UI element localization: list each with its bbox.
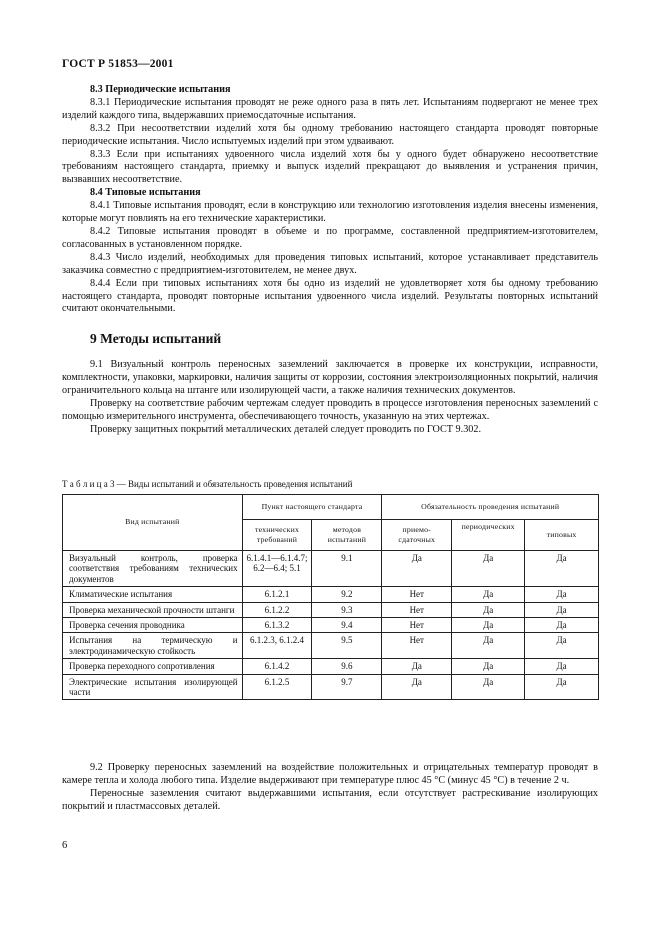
cell-periodic: Да	[452, 551, 525, 587]
cell-typical: Да	[525, 551, 599, 587]
cell-periodic: Да	[452, 602, 525, 617]
cell-acceptance: Нет	[382, 633, 452, 659]
cell-test-name: Проверка переходного сопротивления	[63, 659, 243, 674]
cell-acceptance: Да	[382, 659, 452, 674]
section-8-3-title: 8.3 Периодические испытания	[90, 84, 231, 95]
table-row	[63, 618, 599, 633]
cell-periodic: Да	[452, 674, 525, 700]
cell-method: 9.1	[312, 551, 382, 587]
cell-tech-req: 6.1.2.1	[242, 587, 312, 602]
cell-test-name: Проверка сечения проводника	[63, 618, 243, 633]
section-9-2	[62, 762, 598, 814]
cell-tech-req: 6.1.4.1—6.1.4.7; 6.2—6.4; 5.1	[242, 551, 312, 587]
cell-method: 9.3	[312, 602, 382, 617]
cell-acceptance: Нет	[382, 587, 452, 602]
page-number: 6	[62, 840, 68, 851]
cell-acceptance: Нет	[382, 602, 452, 617]
cell-tech-req: 6.1.2.2	[242, 602, 312, 617]
cell-typical: Да	[525, 602, 599, 617]
cell-periodic: Да	[452, 618, 525, 633]
cell-typical: Да	[525, 618, 599, 633]
cell-tech-req: 6.1.2.3, 6.1.2.4	[242, 633, 312, 659]
section-9-body	[62, 359, 598, 436]
cell-method: 9.7	[312, 674, 382, 700]
cell-acceptance: Да	[382, 674, 452, 700]
cell-periodic: Да	[452, 587, 525, 602]
cell-tech-req: 6.1.3.2	[242, 618, 312, 633]
cell-typical: Да	[525, 633, 599, 659]
table-row	[63, 602, 599, 617]
cell-tech-req: 6.1.4.2	[242, 659, 312, 674]
header-methods: методов испытаний	[312, 520, 382, 551]
cell-typical: Да	[525, 659, 599, 674]
header-obligation: Обязательность проведения испытаний	[382, 495, 599, 520]
paragraph-9-1-drawings: Проверку на соответствие рабочим чертежам следует проводить в процессе изготовления переносных заземлений с помощью измерительного инструмента, обеспечивающего точность, указанную на этих чертежах.	[62, 397, 598, 422]
paragraph-8-4-4: 8.4.4 Если при типовых испытаниях хотя бы одно из изделий не удовлетворяет хотя бы одному требованию настоящего стандарта, проводят повторные испытания удвоенного числа изделий. Результаты повторных испытаний считают окончательными.	[62, 277, 598, 315]
paragraph-8-4-1: 8.4.1 Типовые испытания проводят, если в конструкцию или технологию изготовления изделия внесены изменения, которые могут повлиять на его технические характеристики.	[62, 200, 598, 225]
table-row	[63, 674, 599, 700]
table-caption: Т а б л и ц а 3 — Виды испытаний и обязательность проведения испытаний	[62, 479, 353, 489]
header-acceptance: приемо-сдаточных	[382, 520, 452, 551]
header-tech-req: технических требований	[242, 520, 312, 551]
cell-typical: Да	[525, 674, 599, 700]
cell-test-name: Электрические испытания изолирующей части	[63, 674, 243, 700]
paragraph-8-3-2: 8.3.2 При несоответствии изделий хотя бы одному требованию настоящего стандарта проводят повторные периодические испытания. Число испытуемых изделий при этом удваивают.	[62, 122, 598, 147]
header-test-type: Вид испытаний	[63, 495, 243, 551]
table-row	[63, 659, 599, 674]
section-9-title: 9 Методы испытаний	[90, 331, 222, 346]
cell-method: 9.4	[312, 618, 382, 633]
cell-test-name: Визуальный контроль, проверка соответствия требованиям технических документов	[63, 551, 243, 587]
paragraph-9-1-coatings: Проверку защитных покрытий металлических деталей следует проводить по ГОСТ 9.302.	[90, 423, 482, 435]
paragraph-9-2: 9.2 Проверку переносных заземлений на воздействие положительных и отрицательных температур проводят в камере тепла и холода любого типа. Изделие выдерживают при температуре плюс 45 °С (минус 45 °С) в течение 2 ч.	[62, 762, 598, 786]
paragraph-9-2-result: Переносные заземления считают выдержавшими испытания, если отсутствует растрескивание изолирующих покрытий и пластмассовых деталей.	[62, 787, 598, 812]
table-row	[63, 551, 599, 587]
table-row	[63, 587, 599, 602]
cell-tech-req: 6.1.2.5	[242, 674, 312, 700]
cell-method: 9.5	[312, 633, 382, 659]
cell-acceptance: Да	[382, 551, 452, 587]
section-8-4-title: 8.4 Типовые испытания	[90, 187, 201, 199]
cell-acceptance: Нет	[382, 618, 452, 633]
paragraph-8-3-1: 8.3.1 Периодические испытания проводят не реже одного раза в пять лет. Испытаниям подвергают не менее трех изделий каждого типа, выдержавших приемосдаточные испытания.	[62, 96, 598, 121]
tests-table	[62, 494, 599, 700]
cell-typical: Да	[525, 587, 599, 602]
cell-periodic: Да	[452, 633, 525, 659]
paragraph-8-3-3: 8.3.3 Если при испытаниях удвоенного числа изделий хотя бы у одного будет обнаружено несоответствие требованиям настоящего стандарта, приемку и выпуск изделий прекращают до выявления и устранения причин, вызвавших несоответствие.	[62, 148, 598, 186]
section-8-3	[62, 84, 598, 316]
header-standard-clause: Пункт настоящего стандарта	[242, 495, 382, 520]
cell-periodic: Да	[452, 659, 525, 674]
cell-test-name: Климатические испытания	[63, 587, 243, 602]
header-typical: типовых	[525, 520, 599, 551]
paragraph-8-4-3: 8.4.3 Число изделий, необходимых для проведения типовых испытаний, которое устанавливает представитель заказчика совместно с предприятием-изготовителем, не менее двух.	[62, 251, 598, 276]
paragraph-9-1: 9.1 Визуальный контроль переносных заземлений заключается в проверке их конструкции, исправности, комплектности, упаковки, маркировки, наличия защиты от коррозии, состояния электроизоляционных покрытий, наличия ограничительного кольца на штанге или изолирующей части, а также наличия технических документов.	[62, 359, 598, 396]
cell-test-name: Проверка механической прочности штанги	[63, 602, 243, 617]
header-periodic: периодических	[452, 520, 525, 551]
cell-test-name: Испытания на термическую и электродинамическую стойкость	[63, 633, 243, 659]
cell-method: 9.6	[312, 659, 382, 674]
paragraph-8-4-2: 8.4.2 Типовые испытания проводят в объеме и по программе, составленной предприятием-изготовителем, согласованных в установленном порядке.	[62, 225, 598, 250]
table-row	[63, 633, 599, 659]
cell-method: 9.2	[312, 587, 382, 602]
document-header: ГОСТ Р 51853—2001	[62, 58, 174, 70]
